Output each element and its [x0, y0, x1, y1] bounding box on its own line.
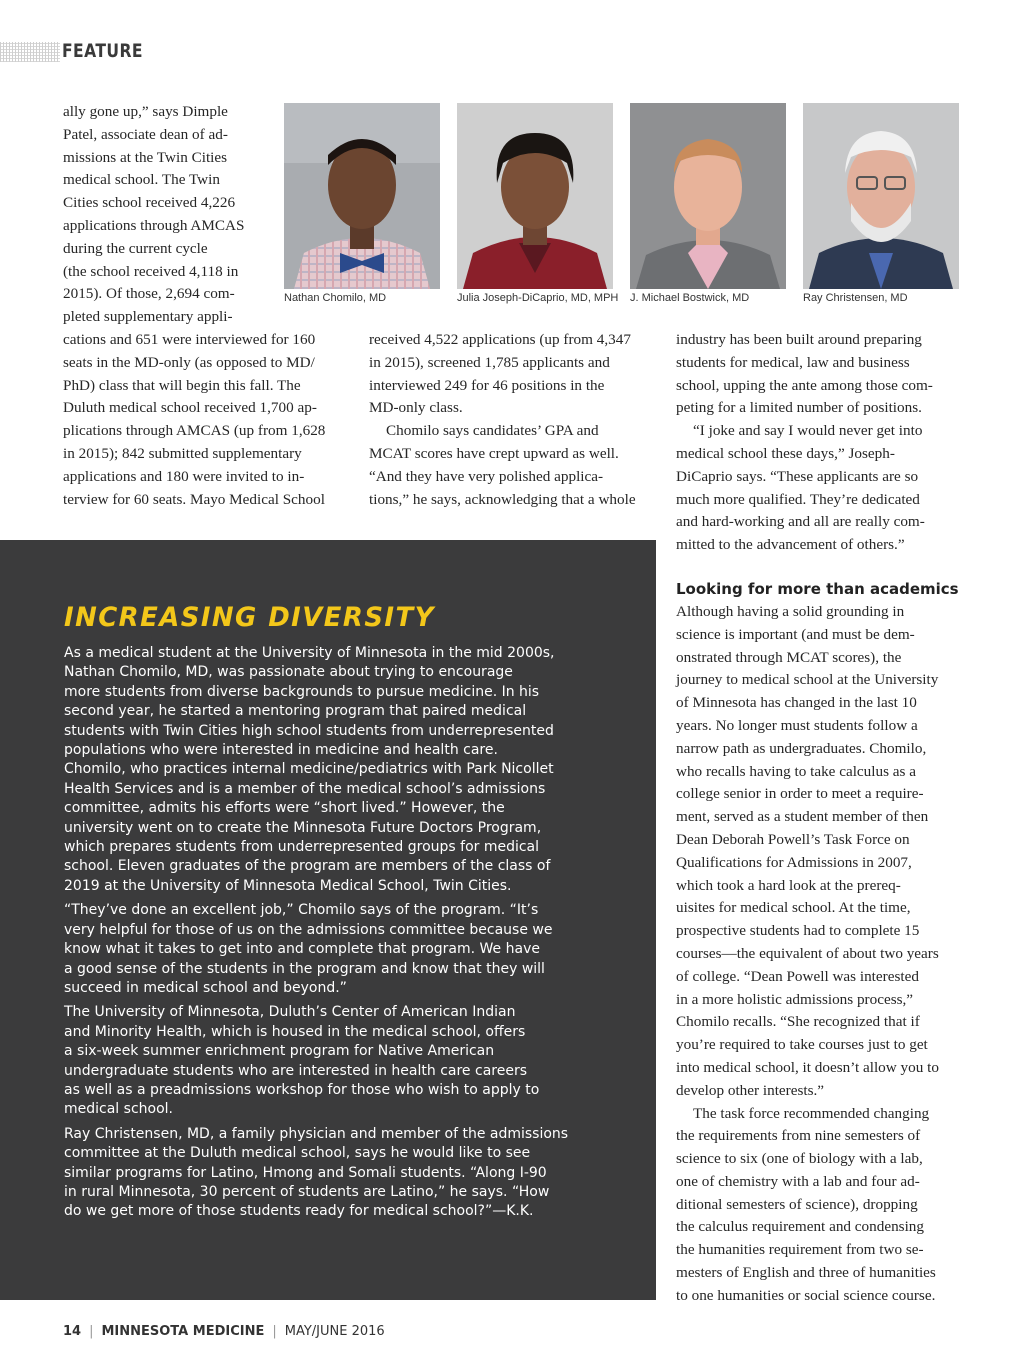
text-line: in a more holistic admissions process,” [676, 990, 914, 1008]
text-line: committee at the Duluth medical school, says he would like to see [64, 1145, 531, 1162]
text-line: The University of Minnesota, Duluth’s Center of American Indian [64, 1004, 516, 1021]
footer-divider: | [272, 1324, 277, 1339]
text-line: uisites for medical school. At the time, [676, 899, 911, 917]
text-line: interviewed 249 for 46 positions in the [369, 376, 605, 394]
text-line: Chomilo recalls. “She recognized that if [676, 1013, 920, 1031]
text-line: “And they have very polished applica- [369, 467, 604, 485]
text-line: Health Services and is a member of the medical school’s admissions [64, 780, 546, 797]
text-line: MCAT scores have crept upward as well. [369, 444, 619, 462]
text-line: PhD) class that will begin this fall. The [63, 376, 301, 394]
article-column-2 [369, 329, 659, 511]
text-line: 2015). Of those, 2,694 com- [63, 285, 235, 303]
text-line: Duluth medical school received 1,700 ap- [63, 399, 317, 417]
issue-date: MAY/JUNE 2016 [284, 1324, 385, 1339]
text-line: The task force recommended changing [693, 1104, 930, 1122]
text-line: a six-week summer enrichment program for Native American [64, 1043, 495, 1060]
article-column-3 [676, 329, 966, 1308]
article-column-1-narrow [63, 101, 273, 329]
text-line: industry has been built around preparing [676, 331, 922, 348]
text-line: know what it takes to get into and complete that program. We have [64, 941, 540, 958]
text-line: the calculus requirement and condensing [676, 1218, 924, 1236]
text-line: as well as a preadmissions workshop for those who wish to apply to [64, 1081, 540, 1098]
article-column-1-wide [63, 329, 353, 511]
photo-julia-joseph-dicaprio [457, 103, 613, 289]
text-line: 2019 at the University of Minnesota Medical School, Twin Cities. [64, 877, 512, 894]
text-line: Although having a solid grounding in [676, 602, 905, 620]
text-line: who recalls having to take calculus as a [676, 762, 916, 780]
photo-caption: Ray Christensen, MD [803, 292, 908, 304]
text-line: Nathan Chomilo, MD, was passionate about trying to encourage [64, 664, 513, 681]
text-line: Ray Christensen, MD, a family physician and member of the admissions [64, 1125, 569, 1142]
section-label: FEATURE [62, 40, 143, 62]
portrait-photo-icon [457, 103, 613, 289]
text-line: you’re required to take courses just to get [676, 1036, 928, 1054]
text-line: years. No longer must students follow a [676, 716, 918, 734]
text-line: applications through AMCAS [63, 216, 245, 234]
text-line: much more qualified. They’re dedicated [676, 490, 920, 508]
text-line: missions at the Twin Cities [63, 148, 228, 166]
text-line: narrow path as undergraduates. Chomilo, [676, 739, 927, 757]
text-line: mitted to the advancement of others.” [676, 536, 905, 554]
text-line: similar programs for Latino, Hmong and Somali students. “Along I-90 [64, 1164, 547, 1181]
portrait-photo-icon [284, 103, 440, 289]
text-line: cations and 651 were interviewed for 160 [63, 331, 316, 348]
text-line: a good sense of the students in the program and know that they will [64, 960, 545, 977]
text-line: the requirements from nine semesters of [676, 1127, 921, 1145]
text-line: in rural Minnesota, 30 percent of students are Latino,” he says. “How [64, 1183, 550, 1200]
text-line: college senior in order to meet a require- [676, 785, 924, 803]
text-line: undergraduate students who are interested in health care careers [64, 1062, 527, 1079]
text-line: and hard-working and all are really com- [676, 513, 925, 531]
text-line: Dean Deborah Powell’s Task Force on [676, 830, 910, 848]
text-line: into medical school, it doesn’t allow you to [676, 1058, 939, 1076]
photo-caption: J. Michael Bostwick, MD [630, 292, 750, 304]
text-line: Chomilo says candidates’ GPA and [386, 422, 599, 440]
sidebar-body [64, 644, 579, 1227]
text-line: which prepares students from underrepresented groups for medical [64, 839, 540, 856]
text-line: to one humanities or social science course. [676, 1286, 936, 1304]
text-line: Cities school received 4,226 [63, 194, 236, 212]
text-line: committee, admits his efforts were “short lived.” However, the [64, 800, 505, 817]
text-line: onstrated through MCAT scores), the [676, 648, 902, 666]
sidebar-paragraph [64, 644, 579, 896]
text-line: medical school. The Twin [63, 171, 220, 189]
sidebar-paragraph [64, 1003, 579, 1119]
text-line: received 4,522 applications (up from 4,347 [369, 331, 631, 348]
text-line: one of chemistry with a lab and four ad- [676, 1172, 920, 1190]
photo-nathan-chomilo [284, 103, 440, 289]
text-line: peting for a limited number of positions. [676, 399, 922, 417]
portrait-photo-icon [630, 103, 786, 289]
text-line: seats in the MD-only (as opposed to MD/ [63, 353, 315, 371]
text-line: As a medical student at the University of Minnesota in the mid 2000s, [64, 645, 555, 661]
text-line: (the school received 4,118 in [63, 262, 239, 280]
text-line: Chomilo, who practices internal medicine/pediatrics with Park Nicollet [64, 761, 554, 778]
text-line: in 2015), screened 1,785 applicants and [369, 353, 610, 371]
text-line: very helpful for those of us on the admissions committee because we [64, 921, 553, 938]
photo-ray-christensen [803, 103, 959, 289]
text-line: populations who were interested in medicine and health care. [64, 742, 498, 759]
portrait-photo-icon [803, 103, 959, 289]
text-line: which took a hard look at the prereq- [676, 876, 901, 894]
text-line: medical school these days,” Joseph- [676, 444, 895, 462]
text-line: Qualifications for Admissions in 2007, [676, 853, 912, 871]
text-line: in 2015); 842 submitted supplementary [63, 444, 302, 462]
sidebar-paragraph [64, 1125, 579, 1222]
text-line: ment, served as a student member of then [676, 808, 929, 826]
text-line: school. Eleven graduates of the program are members of the class of [64, 858, 551, 875]
text-line: plications through AMCAS (up from 1,628 [63, 422, 326, 440]
footer-divider: | [89, 1324, 94, 1339]
text-line: “They’ve done an excellent job,” Chomilo says of the program. “It’s [64, 902, 539, 919]
text-line: journey to medical school at the University [676, 671, 939, 689]
text-line: do we get more of those students ready for medical school?”—K.K. [64, 1203, 534, 1220]
text-line: of Minnesota has changed in the last 10 [676, 694, 917, 712]
text-line: mesters of English and three of humanities [676, 1264, 936, 1282]
text-line: science to six (one of biology with a lab, [676, 1150, 923, 1168]
text-line: ditional semesters of science), dropping [676, 1195, 918, 1213]
text-line: DiCaprio says. “These applicants are so [676, 467, 919, 485]
section-subhead: Looking for more than academics [676, 579, 959, 598]
text-line: prospective students had to complete 15 [676, 922, 920, 940]
text-line: succeed in medical school and beyond.” [64, 979, 347, 996]
text-line: the humanities requirement from two se- [676, 1241, 924, 1259]
photo-caption: Julia Joseph-DiCaprio, MD, MPH [457, 292, 619, 304]
text-line: MD-only class. [369, 399, 463, 417]
text-line: students for medical, law and business [676, 353, 910, 371]
text-line: ally gone up,” says Dimple [63, 103, 228, 120]
text-line: during the current cycle [63, 239, 208, 257]
header-texture [0, 42, 60, 62]
text-line: more students from diverse backgrounds to pursue medicine. In his [64, 683, 540, 700]
page-footer [63, 1324, 385, 1339]
text-line: students with Twin Cities high school students from underrepresented [64, 722, 554, 739]
text-line: of college. “Dean Powell was interested [676, 967, 919, 985]
text-line: university went on to create the Minnesota Future Doctors Program, [64, 819, 542, 836]
text-line: tions,” he says, acknowledging that a whole [369, 490, 636, 508]
text-line: medical school. [64, 1101, 173, 1118]
text-line: courses—the equivalent of about two years [676, 944, 939, 962]
text-line: science is important (and must be dem- [676, 625, 915, 643]
sidebar-paragraph [64, 901, 579, 998]
page-number: 14 [63, 1324, 82, 1339]
text-line: pleted supplementary appli- [63, 308, 233, 326]
text-line: school, upping the ante among those com- [676, 376, 933, 394]
text-line: terview for 60 seats. Mayo Medical School [63, 490, 325, 508]
text-line: Patel, associate dean of ad- [63, 125, 228, 143]
photo-caption: Nathan Chomilo, MD [284, 292, 387, 304]
text-line: develop other interests.” [676, 1081, 825, 1099]
photo-j-michael-bostwick [630, 103, 786, 289]
text-line: “I joke and say I would never get into [693, 422, 923, 440]
text-line: applications and 180 were invited to in- [63, 467, 305, 485]
magazine-name: MINNESOTA MEDICINE [101, 1324, 265, 1339]
text-line: and Minority Health, which is housed in the medical school, offers [64, 1023, 526, 1040]
text-line: second year, he started a mentoring program that paired medical [64, 703, 527, 720]
sidebar-title: INCREASING DIVERSITY [64, 602, 435, 633]
